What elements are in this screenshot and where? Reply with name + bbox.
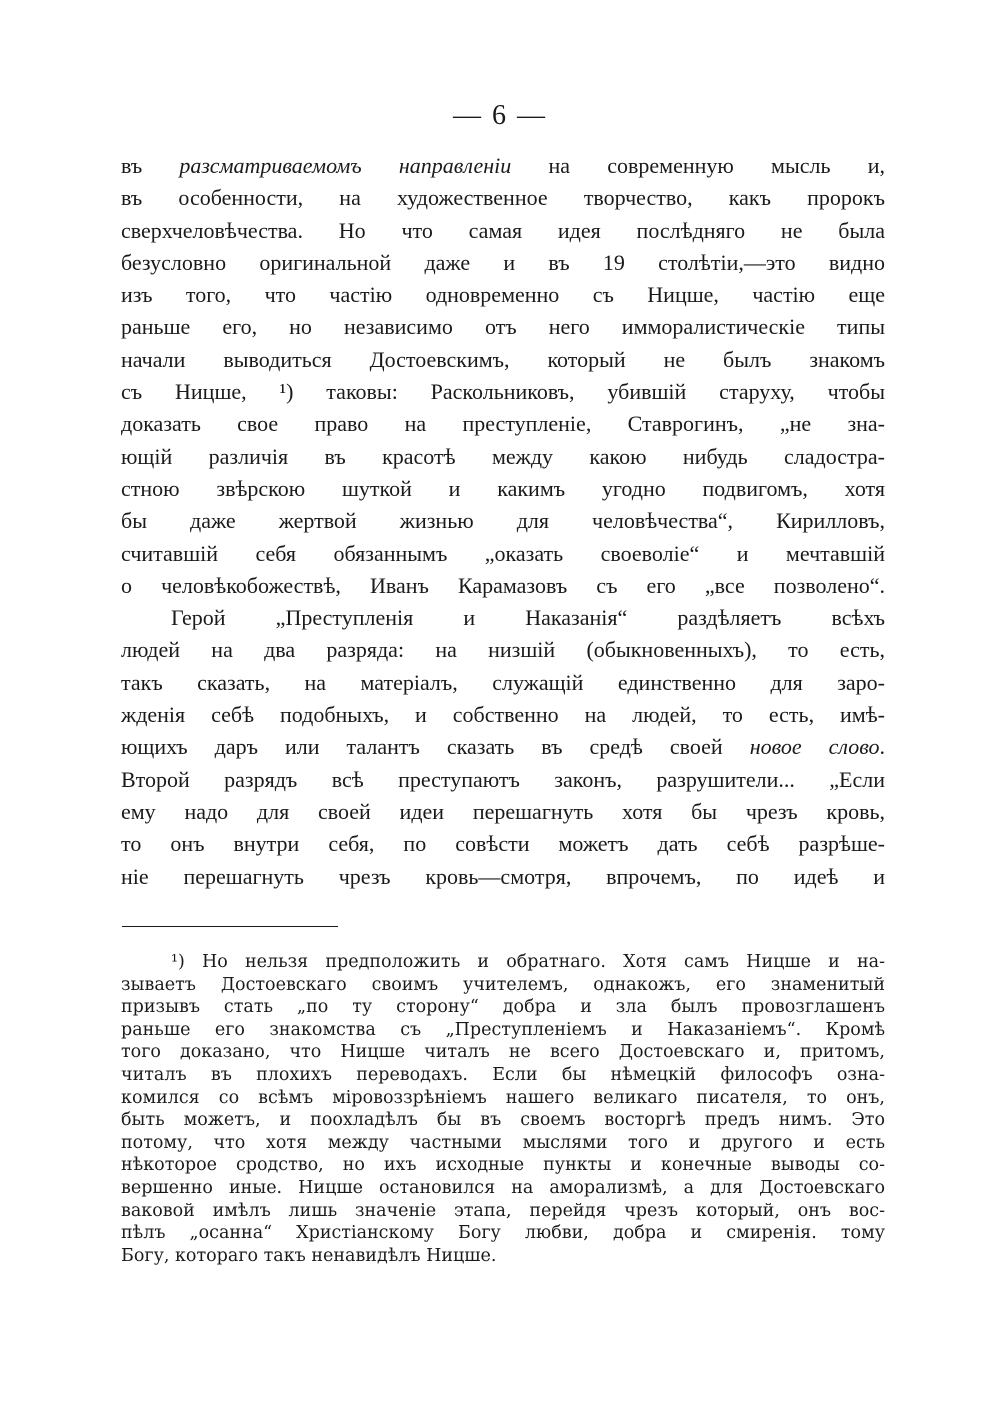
text-line: ющій различія въ красотѣ между какою нибудь сладостра- xyxy=(121,443,885,469)
text-line: ющихъ даръ или талантъ сказать въ средѣ своей новое слово. xyxy=(121,734,886,760)
text-line: жденія себѣ подобныхъ, и собственно на людей, то есть, имѣ- xyxy=(121,702,885,728)
footnote-line: призывъ стать „по ту сторону“ добра и зла былъ провозглашенъ xyxy=(121,997,885,1018)
footnote-line: читалъ въ плохихъ переводахъ. Если бы нѣмецкій философъ озна- xyxy=(121,1064,885,1085)
page-number: — 6 — xyxy=(453,100,547,131)
text-line: съ Ницше, ¹) таковы: Раскольниковъ, убившій старуху, чтобы xyxy=(121,379,885,405)
footnote xyxy=(121,951,885,1267)
text-line: ніе перешагнуть чрезъ кровь—смотря, впрочемъ, по идеѣ и xyxy=(121,863,885,889)
footnote-line: быть можетъ, и поохладѣлъ бы въ своемъ восторгѣ предъ нимъ. Это xyxy=(121,1110,885,1131)
footnote-line: вершенно иные. Ницше остановился на аморализмѣ, а для Достоевскаго xyxy=(121,1177,885,1198)
footnote-line: пѣлъ „осанна“ Христіанскому Богу любви, добра и смиренія. тому xyxy=(121,1223,885,1244)
text-line: считавшій себя обязаннымъ „оказать своеволіе“ и мечтавшій xyxy=(121,540,885,566)
footnote-divider xyxy=(122,926,338,927)
text-line: стною звѣрскою шуткой и какимъ угодно подвигомъ, хотя xyxy=(121,475,885,501)
text-line: безусловно оригинальной даже и въ 19 столѣтіи,—это видно xyxy=(121,249,885,275)
footnote-line: зываетъ Достоевскаго своимъ учителемъ, однакожъ, его знаменитый xyxy=(121,974,885,995)
main-text xyxy=(121,150,885,893)
text-line: бы даже жертвой жизнью для человѣчества“, Кирилловъ, xyxy=(121,508,885,534)
text-line: раньше его, но независимо отъ него имморалистическіе типы xyxy=(121,314,885,340)
text-line: о человѣкобожествѣ, Иванъ Карамазовъ съ его „все позволено“. xyxy=(121,572,885,598)
footnote-line: ваковой имѣлъ лишь значеніе этапа, перейдя чрезъ который, онъ вос- xyxy=(121,1200,885,1221)
text-line: то онъ внутри себя, по совѣсти можетъ дать себѣ разрѣше- xyxy=(121,831,885,857)
footnote-line: Богу, котораго такъ ненавидѣлъ Ницше. xyxy=(121,1245,497,1266)
text-line: сверхчеловѣчества. Но что самая идея послѣдняго не была xyxy=(121,217,885,243)
footnote-line: ¹) Но нельзя предположить и обратнаго. Хотя самъ Ницше и на- xyxy=(171,952,885,972)
footnote-line: раньше его знакомства съ „Преступленіемъ и Наказаніемъ“. Кромѣ xyxy=(121,1019,885,1040)
text-line: такъ сказать, на матеріалъ, служащій единственно для заро- xyxy=(121,669,885,695)
text-line: въ разсматриваемомъ направленіи на современную мысль и, xyxy=(121,153,885,178)
text-line: ему надо для своей идеи перешагнуть хотя бы чрезъ кровь, xyxy=(121,798,885,824)
footnote-line: нѣкоторое сродство, но ихъ исходные пункты и конечные выводы со- xyxy=(121,1155,885,1176)
footnote-line: того доказано, что Ницше читалъ не всего Достоевскаго и, притомъ, xyxy=(121,1042,885,1063)
text-line: Второй разрядъ всѣ преступаютъ законъ, разрушители... „Если xyxy=(121,766,885,792)
footnote-line: комился со всѣмъ міровоззрѣніемъ нашего великаго писателя, то онъ, xyxy=(121,1087,885,1108)
text-line: въ особенности, на художественное творчество, какъ пророкъ xyxy=(121,185,885,211)
text-line: Герой „Преступленія и Наказанія“ раздѣляетъ всѣхъ xyxy=(171,605,885,631)
text-line: изъ того, что частію одновременно съ Ницше, частію еще xyxy=(121,282,885,308)
text-line: начали выводиться Достоевскимъ, который не былъ знакомъ xyxy=(121,346,885,372)
text-line: доказать свое право на преступленіе, Ставрогинъ, „не зна- xyxy=(121,411,885,437)
footnote-line: потому, что хотя между частными мыслями того и другого и есть xyxy=(121,1132,885,1153)
text-line: людей на два разряда: на низшій (обыкновенныхъ), то есть, xyxy=(121,637,885,663)
